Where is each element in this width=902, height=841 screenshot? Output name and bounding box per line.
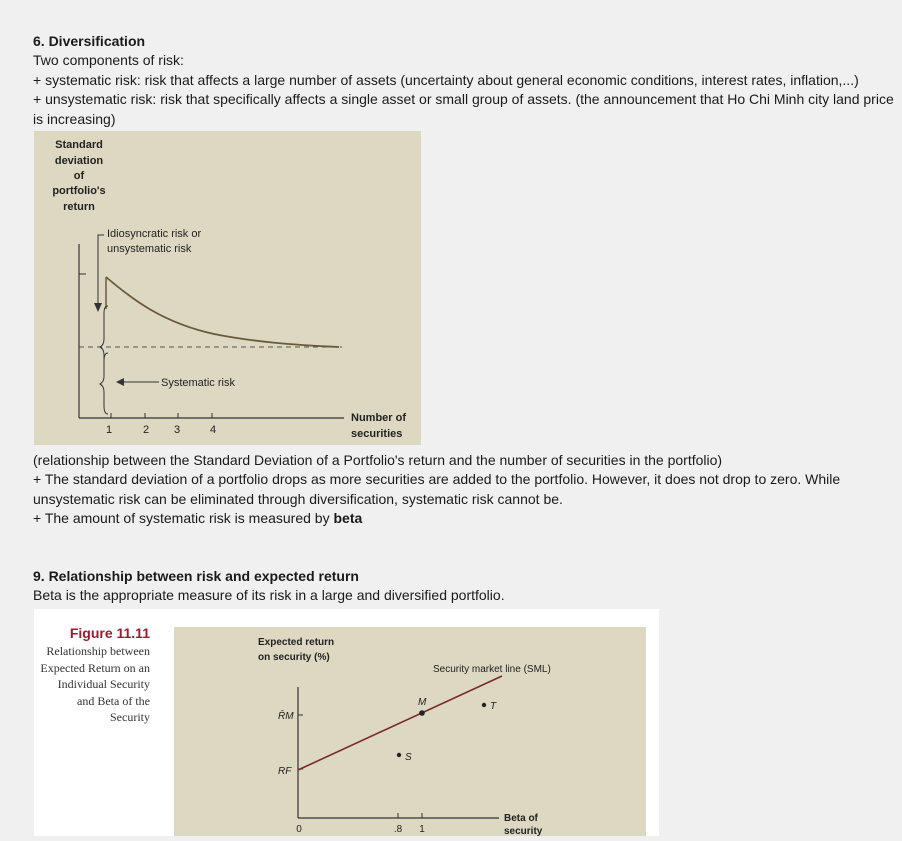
sml-label: Security market line (SML) [433,664,551,675]
y-axis-label-2: on security (%) [258,652,330,663]
section-6-line-3: + unsystematic risk: risk that specifically affects a single asset or small group of assets. (the announcement that Ho Chi Minh city land price is increasing) [33,91,894,127]
idiosyncratic-bracket [98,235,104,311]
diversification-figure [34,131,421,445]
x-tick-label-4: 4 [209,424,217,436]
idiosyncratic-label-2: unsystematic risk [107,243,192,255]
note-beta-bold: beta [333,510,363,526]
point-s-label: S [405,752,412,763]
figure-caption-body: Relationship between Expected Return on an Individual Security and Beta of the Security [40,644,150,724]
systematic-brace [100,353,108,414]
sml-figure [174,627,646,836]
x-axis-label-1: Number of [351,412,406,424]
note-std-dev: + The standard deviation of a portfolio drops as more securities are added to the portfolio. However, it does not drop to zero. While unsystematic risk can be eliminated through diversification, systematic risk cannot be. [33,471,841,507]
section-9-line-1: Beta is the appropriate measure of its risk in a large and diversified portfolio. [33,587,505,603]
x-tick-label-3: 3 [173,424,181,436]
section-6-line-1: Two components of risk: [33,52,184,68]
rm-label: R̄M [278,711,294,722]
figure-caption-title: Figure 11.11 [69,625,150,641]
section-6-heading: 6. Diversification [33,33,146,49]
rf-label: RF [278,766,292,777]
point-s [397,753,401,757]
systematic-arrow-head [116,378,124,386]
y-axis-label-4: portfolio's [52,185,106,197]
x-tick-label-08: .8 [393,824,403,835]
diversification-chart [34,131,421,445]
y-axis-label-1: Standard [55,139,103,151]
idiosyncratic-arrow-head [94,303,102,312]
point-m-label: M [418,697,427,708]
y-axis-label-2: deviation [54,155,104,167]
y-axis-label-3: of [73,170,85,182]
y-axis-label-5: return [63,201,95,213]
point-m [419,710,425,716]
idiosyncratic-label-1: Idiosyncratic risk or [107,228,202,240]
systematic-risk-label: Systematic risk [161,377,235,389]
portfolio-risk-curve [106,277,339,347]
note-beta-prefix: + The amount of systematic risk is measured by [33,510,334,526]
x-axis-label-2: securities [351,428,403,440]
note-caption: (relationship between the Standard Deviation of a Portfolio's return and the number of securities in the portfolio) [33,452,723,468]
section-9-heading: 9. Relationship between risk and expected return [33,568,359,584]
note-beta [33,509,362,529]
x-tick-label-1: 1 [105,424,113,436]
point-t-label: T [490,701,497,712]
point-t [482,703,486,707]
x-tick-label-0: 0 [296,824,302,835]
sml-chart [174,627,646,836]
x-tick-label-2: 2 [142,424,150,436]
x-tick-label-1: 1 [419,824,425,835]
section-6-line-2: + systematic risk: risk that affects a large number of assets (uncertainty about general economic conditions, interest rates, inflation,...) [33,72,859,88]
y-axis-label-1: Expected return [258,637,335,648]
x-axis-label-2: security [504,826,543,836]
x-axis-label-1: Beta of [504,813,538,824]
